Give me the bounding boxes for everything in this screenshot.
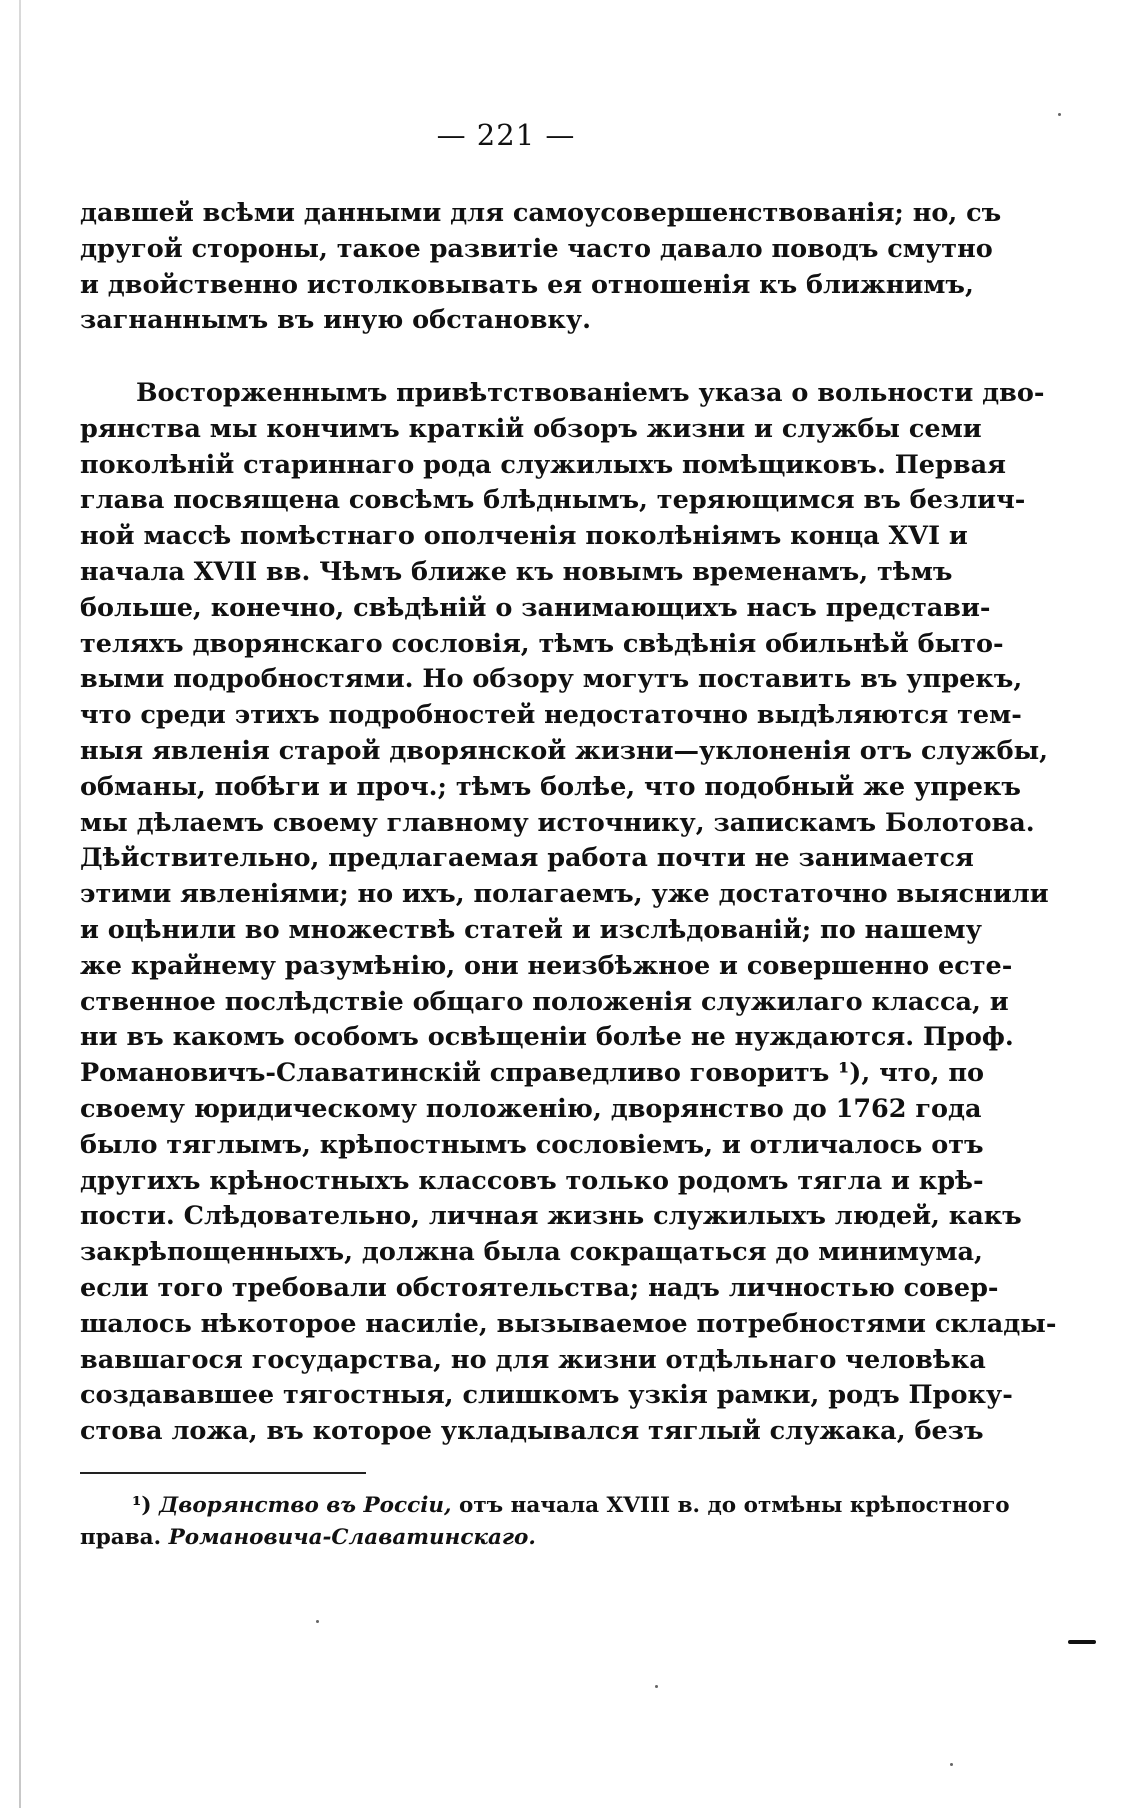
paragraph-2-line: ственное послѣдствіе общаго положенія служилаго класса, и (80, 986, 1009, 1017)
footnote (80, 1490, 1010, 1554)
paragraph-2-line: теляхъ дворянскаго сословія, тѣмъ свѣдѣнія обильнѣй быто- (80, 628, 1004, 659)
footnote-line-1 (80, 1490, 1010, 1522)
footnote-divider (80, 1472, 366, 1474)
footnote-line-2 (80, 1522, 936, 1554)
paragraph-2-line: обманы, побѣги и проч.; тѣмъ болѣе, что подобный же упрекъ (80, 771, 1021, 802)
paragraph-2-line: было тяглымъ, крѣпостнымъ сословіемъ, и отличалось отъ (80, 1129, 984, 1160)
paragraph-2-line: больше, конечно, свѣдѣній о занимающихъ насъ представи- (80, 592, 991, 623)
paragraph-2-line: этими явленіями; но ихъ, полагаемъ, уже достаточно выяснили (80, 879, 1049, 910)
paragraph-1-line: давшей всѣми данными для самоусовершенствованія; но, съ (80, 198, 1002, 228)
page-number: — 221 — (436, 118, 576, 152)
paragraph-2-line: закрѣпощенныхъ, должна была сокращаться до минимума, (80, 1237, 983, 1268)
paragraph-2-line: глава посвящена совсѣмъ блѣднымъ, теряющимся въ безлич- (80, 485, 1026, 516)
paragraph-1-line: и двойственно истолковывать ея отношенія къ ближнимъ, (80, 269, 974, 300)
paragraph-2-line: другихъ крѣностныхъ классовъ только родомъ тягла и крѣ- (80, 1165, 984, 1196)
paragraph-2-line: пости. Слѣдовательно, личная жизнь служилыхъ людей, какъ (80, 1201, 1022, 1232)
footnote-text-2: права. (80, 1525, 162, 1550)
paragraph-2-line: шалось нѣкоторое насиліе, вызываемое потребностями склады- (80, 1308, 1057, 1339)
paragraph-2-line: и оцѣнили во множествѣ статей и изслѣдованій; по нашему (80, 914, 982, 945)
paragraph-2-line: своему юридическому положенію, дворянство до 1762 года (80, 1093, 982, 1124)
paragraph-2-line: Восторженнымъ привѣтствованіемъ указа о вольности дво- (136, 378, 1045, 408)
paragraph-2-line: что среди этихъ подробностей недостаточно выдѣляются тем- (80, 700, 1022, 731)
scan-speck (1058, 113, 1061, 116)
footnote-author: Романовича-Славатинскаго. (168, 1525, 536, 1550)
paragraph-2-line: ни въ какомъ особомъ освѣщеніи болѣе не нуждаются. Проф. (80, 1022, 1014, 1053)
paragraph-2-line: создававшее тягостныя, слишкомъ узкія рамки, родъ Проку- (80, 1380, 1013, 1411)
paragraph-2-line: выми подробностями. Но обзору могутъ поставить въ упрекъ, (80, 664, 1023, 695)
paragraph-2-line: ныя явленія старой дворянской жизни—уклоненія отъ службы, (80, 735, 1049, 766)
scan-speck (655, 1685, 658, 1688)
paragraph-2-line: если того требовали обстоятельства; надъ личностью совер- (80, 1272, 999, 1303)
paragraph-1-line: загнаннымъ въ иную обстановку. (80, 305, 592, 336)
paragraph-2-line: стова ложа, въ которое укладывался тяглый служака, безъ (80, 1416, 984, 1447)
paragraph-2-line: рянства мы кончимъ краткій обзоръ жизни и службы семи (80, 413, 982, 444)
footnote-book-title: Дворянство въ Россіи, (159, 1493, 452, 1518)
paragraph-2-line: мы дѣлаемъ своему главному источнику, запискамъ Болотова. (80, 807, 1035, 838)
paragraph-2-line: вавшагося государства, но для жизни отдѣльнаго человѣка (80, 1344, 986, 1375)
page-edge-line (19, 0, 21, 1808)
paragraph-2-line: Романовичъ-Славатинскій справедливо говоритъ ¹), что, по (80, 1058, 985, 1089)
paragraph-2-line: поколѣній стариннаго рода служилыхъ помѣщиковъ. Первая (80, 449, 1006, 480)
paragraph-1 (80, 196, 1002, 339)
paragraph-1-line: другой стороны, такое развитіе часто давало поводъ смутно (80, 233, 993, 264)
footnote-text-1: отъ начала XVIII в. до отмѣны крѣпостного (459, 1493, 1010, 1518)
paragraph-2 (80, 376, 1057, 1450)
paragraph-2-line: ной массѣ помѣстнаго ополченія поколѣніямъ конца XVI и (80, 521, 968, 552)
margin-dash-mark (1068, 1640, 1096, 1644)
footnote-marker: ¹) (132, 1493, 152, 1518)
scan-speck (316, 1620, 319, 1623)
scan-speck (950, 1763, 953, 1766)
paragraph-2-line: же крайнему разумѣнію, они неизбѣжное и совершенно есте- (80, 950, 1013, 981)
paragraph-2-line: Дѣйствительно, предлагаемая работа почти не занимается (80, 843, 974, 874)
paragraph-2-line: начала XVII вв. Чѣмъ ближе къ новымъ временамъ, тѣмъ (80, 556, 953, 587)
